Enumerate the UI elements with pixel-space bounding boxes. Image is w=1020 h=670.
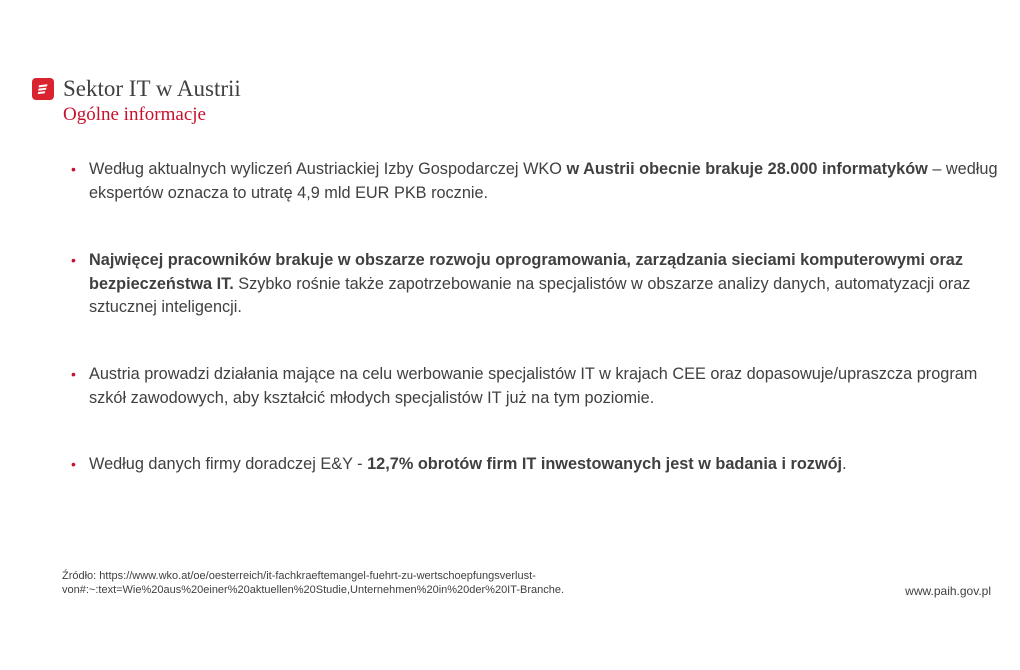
slide-header bbox=[32, 76, 241, 127]
bullet-item bbox=[72, 249, 1009, 320]
bullet-dot-icon: • bbox=[71, 252, 76, 268]
source-line-2: von#:~:text=Wie%20aus%20einer%20aktuellen%20Studie,Unternehmen%20in%20der%20IT-Branche. bbox=[62, 584, 565, 596]
slide-title: Sektor IT w Austrii bbox=[63, 76, 241, 101]
bullet-text: Według aktualnych wyliczeń Austriackiej Izby Gospodarczej WKO w Austrii obecnie brakuje 28.000 informatyków – według ekspertów oznacza to utratę 4,9 mld EUR PKB rocznie. bbox=[89, 160, 998, 202]
bullet-item bbox=[72, 453, 1009, 477]
slide-subtitle: Ogólne informacje bbox=[63, 104, 206, 125]
bullet-dot-icon: • bbox=[71, 366, 76, 382]
logo-stripes-icon bbox=[36, 82, 50, 96]
bullet-text: Według danych firmy doradczej E&Y - 12,7% obrotów firm IT inwestowanych jest w badania i rozwój. bbox=[89, 455, 847, 473]
bullet-text: Austria prowadzi działania mające na celu werbowanie specjalistów IT w krajach CEE oraz dopasowuje/upraszcza program szkół zawodowych, aby kształcić młodych specjalistów IT już na tym poziomie. bbox=[89, 365, 978, 407]
paih-logo-icon bbox=[32, 78, 54, 100]
title-block bbox=[63, 76, 241, 127]
bullet-item bbox=[72, 158, 1009, 205]
bullet-dot-icon: • bbox=[71, 161, 76, 177]
footer-website-link[interactable]: www.paih.gov.pl bbox=[905, 584, 991, 598]
bullet-item bbox=[72, 363, 1009, 410]
bullet-text: Najwięcej pracowników brakuje w obszarze rozwoju oprogramowania, zarządzania sieciami komputerowymi oraz bezpieczeństwa IT. Szybko rośnie także zapotrzebowanie na specjalistów w obszarze analizy danych, automatyzacji oraz sztucznej inteligencji. bbox=[89, 251, 971, 316]
source-note bbox=[62, 569, 682, 597]
source-line-1: Źródło: https://www.wko.at/oe/oesterreich/it-fachkraeftemangel-fuehrt-zu-wertschoepfungsverlust- bbox=[62, 570, 536, 582]
bullet-dot-icon: • bbox=[71, 456, 76, 472]
